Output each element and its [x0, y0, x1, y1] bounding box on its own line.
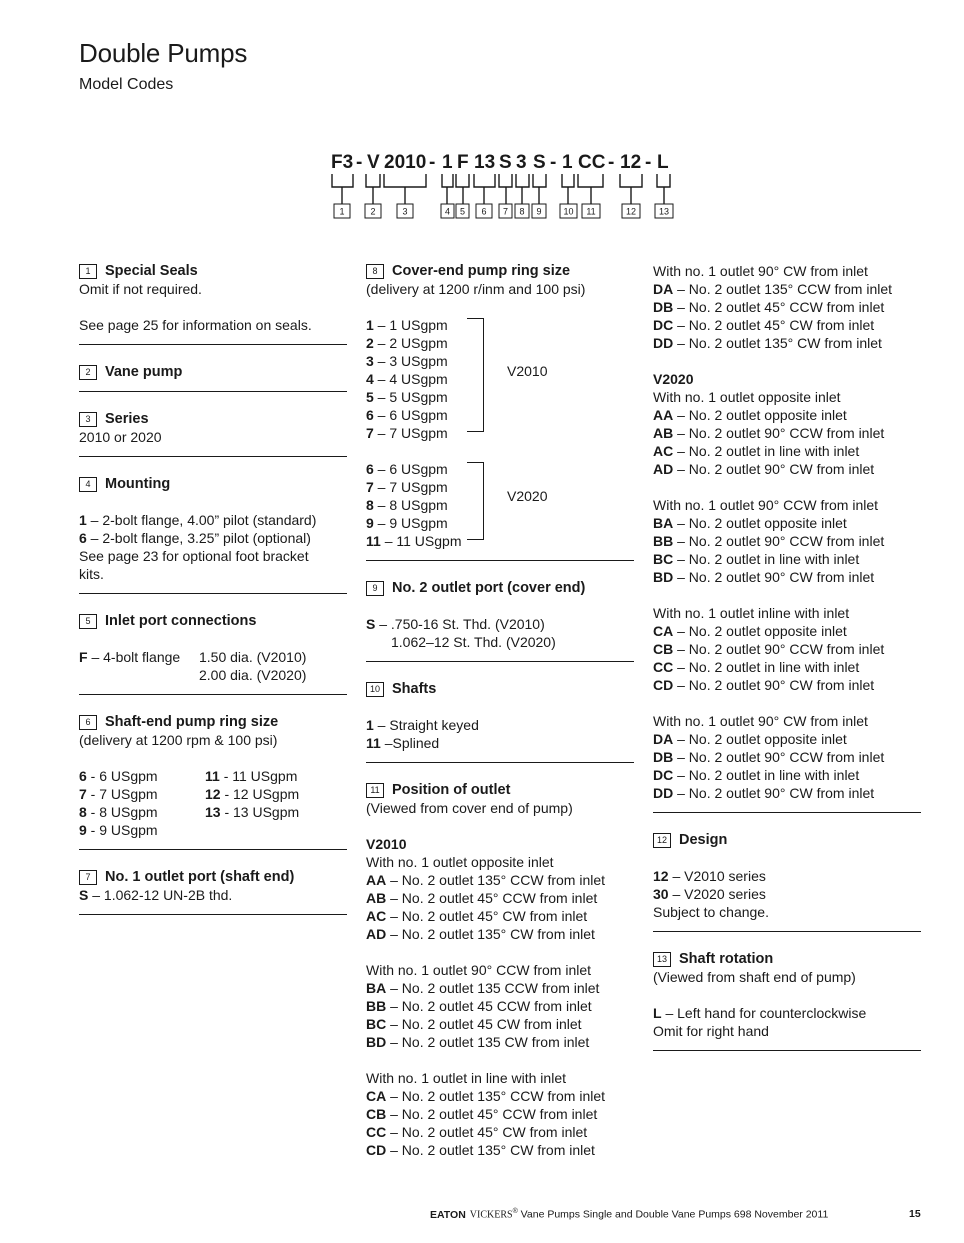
code-segment-8: 3	[516, 152, 527, 173]
ring-group-v2010	[366, 316, 634, 442]
group-intro: With no. 1 outlet opposite inlet	[366, 854, 554, 870]
section-no2-outlet-port	[366, 579, 634, 662]
svg-text:12: 12	[625, 206, 637, 217]
section-title: Special Seals	[105, 263, 198, 279]
column-middle	[366, 262, 634, 1187]
column-left	[79, 262, 347, 933]
svg-text:8: 8	[519, 206, 525, 217]
section-text: Omit if not required.	[79, 281, 202, 297]
code-segment-6: 13	[474, 152, 496, 173]
option-item: S – .750-16 St. Thd. (V2010)	[366, 616, 545, 632]
code-dash: -	[608, 152, 615, 173]
option-item: AC – No. 2 outlet in line with inlet	[653, 443, 860, 459]
option-item: 8 - 8 USgpm	[79, 804, 158, 820]
section-number-box: 1	[79, 264, 97, 279]
model-code-diagram	[320, 148, 690, 228]
code-dash: -	[550, 152, 557, 173]
option-item: 1 – Straight keyed	[366, 717, 479, 733]
section-text: 1.062–12 St. Thd. (V2020)	[391, 634, 556, 650]
section-special-seals	[79, 262, 347, 345]
section-mounting	[79, 475, 347, 594]
option-item: AB – No. 2 outlet 90° CCW from inlet	[653, 425, 885, 441]
svg-text:10: 10	[563, 206, 574, 217]
code-bracket-3	[384, 174, 426, 187]
code-dash: -	[429, 152, 436, 173]
svg-text:11: 11	[586, 206, 596, 217]
option-item: 1 – 1 USgpm	[366, 317, 448, 333]
section-cover-end-ring	[366, 262, 634, 561]
option-item: 7 – 7 USgpm	[366, 479, 448, 495]
option-item: 11 –Splined	[366, 735, 440, 751]
option-item: 13 - 13 USgpm	[205, 804, 300, 820]
option-item: BA – No. 2 outlet 135 CCW from inlet	[366, 980, 600, 996]
model-code-svg	[320, 148, 690, 228]
option-item: BA – No. 2 outlet opposite inlet	[653, 515, 847, 531]
option-item: 7 – 7 USgpm	[366, 425, 448, 441]
section-inlet-port: 5 Inlet port connections F – 4-bolt flange 1.50 dia. (V2010) 2.00 dia. (V2020)	[79, 612, 347, 695]
section-number-box: 6	[79, 715, 97, 730]
option-item: 5 – 5 USgpm	[366, 389, 448, 405]
code-box-9	[532, 204, 546, 218]
option-item: 9 – 9 USgpm	[366, 515, 448, 531]
series-heading: V2010	[366, 836, 407, 852]
option-item: DC – No. 2 outlet 45° CW from inlet	[653, 317, 875, 333]
section-number-box: 12	[653, 833, 671, 848]
ring-group-v2020	[366, 460, 634, 550]
code-bracket-9	[533, 174, 546, 187]
option-item: 12 – V2010 series	[653, 868, 766, 884]
section-subtitle: (delivery at 1200 r/inm and 100 psi)	[366, 281, 586, 297]
option-item: BB – No. 2 outlet 90° CCW from inlet	[653, 533, 885, 549]
option-item: 4 – 4 USgpm	[366, 371, 448, 387]
code-bracket-5	[456, 174, 469, 187]
option-item: CC – No. 2 outlet 45° CW from inlet	[366, 1124, 588, 1140]
code-box-5	[456, 204, 469, 218]
code-box-10	[560, 204, 577, 218]
option-item: CB – No. 2 outlet 90° CCW from inlet	[653, 641, 885, 657]
code-bracket-7	[499, 174, 512, 187]
code-dash: -	[356, 152, 363, 173]
code-segment-11: CC	[578, 152, 606, 173]
section-title: Shaft-end pump ring size	[105, 714, 279, 730]
code-box-4	[441, 204, 454, 218]
code-bracket-8	[516, 174, 529, 187]
code-box-6	[476, 204, 492, 218]
section-number-box: 8	[366, 264, 384, 279]
option-item: DD – No. 2 outlet 90° CW from inlet	[653, 785, 875, 801]
group-bracket	[467, 462, 484, 540]
section-title: Shafts	[392, 681, 437, 697]
section-title: No. 2 outlet port (cover end)	[392, 580, 586, 596]
section-number-box: 3	[79, 412, 97, 427]
code-bracket-10	[562, 174, 574, 187]
option-item: AA – No. 2 outlet 135° CCW from inlet	[366, 872, 606, 888]
code-box-3	[397, 204, 413, 218]
section-number-box: 7	[79, 870, 97, 885]
option-item: BB – No. 2 outlet 45 CCW from inlet	[366, 998, 592, 1014]
code-segment-1: F3	[331, 152, 354, 173]
group-bracket	[467, 318, 484, 432]
page-subtitle: Model Codes	[79, 76, 174, 93]
section-position-of-outlet	[366, 781, 634, 1169]
section-subtitle: (Viewed from shaft end of pump)	[653, 969, 856, 985]
code-segment-9: S	[533, 152, 546, 173]
section-number-box: 11	[366, 783, 384, 798]
option-item: BD – No. 2 outlet 135 CW from inlet	[366, 1034, 590, 1050]
code-box-8	[515, 204, 529, 218]
footer-text: Vane Pumps Single and Double Vane Pumps 698 November 2011	[517, 1208, 829, 1221]
option-item: AC – No. 2 outlet 45° CW from inlet	[366, 908, 588, 924]
option-item: DA – No. 2 outlet opposite inlet	[653, 731, 847, 747]
code-segment-13: L	[657, 152, 669, 173]
section-title: Cover-end pump ring size	[392, 263, 571, 279]
code-bracket-2	[366, 174, 380, 187]
option-item: 6 – 6 USgpm	[366, 461, 448, 477]
code-bracket-1	[332, 174, 353, 187]
option-item: CC – No. 2 outlet in line with inlet	[653, 659, 860, 675]
code-bracket-13	[657, 174, 670, 187]
option-item: DA – No. 2 outlet 135° CCW from inlet	[653, 281, 893, 297]
page-number: 15	[909, 1208, 921, 1220]
option-item: 6 – 2-bolt flange, 3.25” pilot (optional)	[79, 530, 311, 546]
section-subtitle: (Viewed from cover end of pump)	[366, 800, 573, 816]
group-intro: With no. 1 outlet opposite inlet	[653, 389, 841, 405]
group-intro: With no. 1 outlet 90° CW from inlet	[653, 263, 868, 279]
section-number-box: 13	[653, 952, 671, 967]
code-segment-10: 1	[562, 152, 573, 173]
group-intro: With no. 1 outlet 90° CW from inlet	[653, 713, 868, 729]
section-number-box: 9	[366, 581, 384, 596]
option-item: CD – No. 2 outlet 135° CW from inlet	[366, 1142, 595, 1158]
section-text: Subject to change.	[653, 904, 769, 920]
group-intro: With no. 1 outlet 90° CCW from inlet	[366, 962, 592, 978]
section-no1-outlet-port	[79, 868, 347, 915]
option-item: S – 1.062-12 UN-2B thd.	[79, 887, 233, 903]
option-item: BC – No. 2 outlet in line with inlet	[653, 551, 860, 567]
option-item: 9 - 9 USgpm	[79, 822, 158, 838]
footer-registered-mark: ®	[512, 1208, 518, 1215]
option-item: AB – No. 2 outlet 45° CCW from inlet	[366, 890, 598, 906]
option-item: AA – No. 2 outlet opposite inlet	[653, 407, 847, 423]
option-item: DB – No. 2 outlet 45° CCW from inlet	[653, 299, 885, 315]
option-item: 7 - 7 USgpm	[79, 786, 158, 802]
code-segment-5: F	[457, 152, 469, 173]
group-label: V2020	[507, 488, 548, 504]
section-design	[653, 831, 921, 932]
section-series	[79, 410, 347, 457]
section-text: 2010 or 2020	[79, 429, 162, 445]
svg-text:13: 13	[658, 206, 670, 217]
page-footer	[430, 1208, 828, 1221]
section-number-box: 5	[79, 614, 97, 629]
section-title: Inlet port connections	[105, 613, 257, 629]
section-title: Position of outlet	[392, 782, 511, 798]
code-bracket-6	[474, 174, 495, 187]
section-text: See page 25 for information on seals.	[79, 317, 312, 333]
svg-text:7: 7	[502, 206, 509, 217]
option-item: 8 – 8 USgpm	[366, 497, 448, 513]
section-title: Series	[105, 411, 149, 427]
code-box-12	[622, 204, 640, 218]
option-item: 2 – 2 USgpm	[366, 335, 448, 351]
section-number-box: 2	[79, 365, 97, 380]
section-shaft-end-ring	[79, 713, 347, 850]
code-bracket-11	[578, 174, 603, 187]
svg-text:3: 3	[402, 206, 408, 217]
group-intro: With no. 1 outlet in line with inlet	[366, 1070, 566, 1086]
code-segment-2: V	[367, 152, 380, 173]
option-item: BC – No. 2 outlet 45 CW from inlet	[366, 1016, 582, 1032]
group-intro: With no. 1 outlet inline with inlet	[653, 605, 850, 621]
svg-text:4: 4	[444, 206, 451, 217]
option-item: 3 – 3 USgpm	[366, 353, 448, 369]
svg-text:1: 1	[339, 206, 345, 217]
code-box-13	[655, 204, 673, 218]
code-bracket-12	[620, 174, 642, 187]
option-item: 6 - 6 USgpm	[79, 768, 158, 784]
code-dash: -	[645, 152, 652, 173]
section-title: No. 1 outlet port (shaft end)	[105, 869, 295, 885]
option-item: 1 – 2-bolt flange, 4.00” pilot (standard)	[79, 512, 317, 528]
option-item: DB – No. 2 outlet 90° CCW from inlet	[653, 749, 885, 765]
section-text: See page 23 for optional foot bracket	[79, 548, 309, 564]
option-item: 11 – 11 USgpm	[366, 533, 462, 549]
option-item: AD – No. 2 outlet 90° CW from inlet	[653, 461, 875, 477]
footer-brand: EATON	[430, 1208, 466, 1221]
section-title: Shaft rotation	[679, 951, 774, 967]
code-box-1	[334, 204, 350, 218]
code-segment-3: 2010	[384, 152, 427, 173]
option-item: F – 4-bolt flange 1.50 dia. (V2010)	[79, 649, 307, 665]
option-item: CB – No. 2 outlet 45° CCW from inlet	[366, 1106, 598, 1122]
series-heading: V2020	[653, 371, 694, 387]
svg-text:9: 9	[536, 206, 542, 217]
section-title: Vane pump	[105, 364, 183, 380]
option-item: L – Left hand for counterclockwise	[653, 1005, 867, 1021]
group-label: V2010	[507, 363, 548, 379]
section-shafts	[366, 680, 634, 763]
code-segment-12: 12	[620, 152, 642, 173]
section-text: kits.	[79, 566, 104, 582]
ring-size-grid	[79, 767, 347, 839]
section-position-of-outlet-continued	[653, 262, 921, 813]
code-segment-4: 1	[442, 152, 453, 173]
option-item: 11 - 11 USgpm	[205, 768, 298, 784]
page-title: Double Pumps	[79, 38, 248, 68]
section-shaft-rotation	[653, 950, 921, 1051]
section-title: Design	[679, 832, 728, 848]
option-item: DC – No. 2 outlet in line with inlet	[653, 767, 860, 783]
option-item: CD – No. 2 outlet 90° CW from inlet	[653, 677, 875, 693]
code-box-11	[582, 204, 600, 218]
section-text: Omit for right hand	[653, 1023, 769, 1039]
code-bracket-4	[442, 174, 453, 187]
code-box-7	[499, 204, 512, 218]
section-vane-pump	[79, 363, 347, 392]
section-number-box: 4	[79, 477, 97, 492]
section-number-box: 10	[366, 682, 384, 697]
option-item: BD – No. 2 outlet 90° CW from inlet	[653, 569, 875, 585]
svg-text:5: 5	[459, 206, 466, 217]
column-right	[653, 262, 921, 1069]
option-item: CA – No. 2 outlet 135° CCW from inlet	[366, 1088, 606, 1104]
footer-vickers: VICKERS	[469, 1209, 513, 1221]
group-intro: With no. 1 outlet 90° CCW from inlet	[653, 497, 879, 513]
svg-text:2: 2	[370, 206, 376, 217]
svg-text:6: 6	[481, 206, 487, 217]
section-subtitle: (delivery at 1200 rpm & 100 psi)	[79, 732, 278, 748]
option-item: AD – No. 2 outlet 135° CW from inlet	[366, 926, 595, 942]
option-item: CA – No. 2 outlet opposite inlet	[653, 623, 847, 639]
option-item: 12 - 12 USgpm	[205, 786, 300, 802]
code-box-2	[365, 204, 381, 218]
code-segment-7: S	[499, 152, 512, 173]
section-title: Mounting	[105, 476, 171, 492]
option-item: 30 – V2020 series	[653, 886, 766, 902]
option-item: DD – No. 2 outlet 135° CW from inlet	[653, 335, 882, 351]
option-item: 6 – 6 USgpm	[366, 407, 448, 423]
